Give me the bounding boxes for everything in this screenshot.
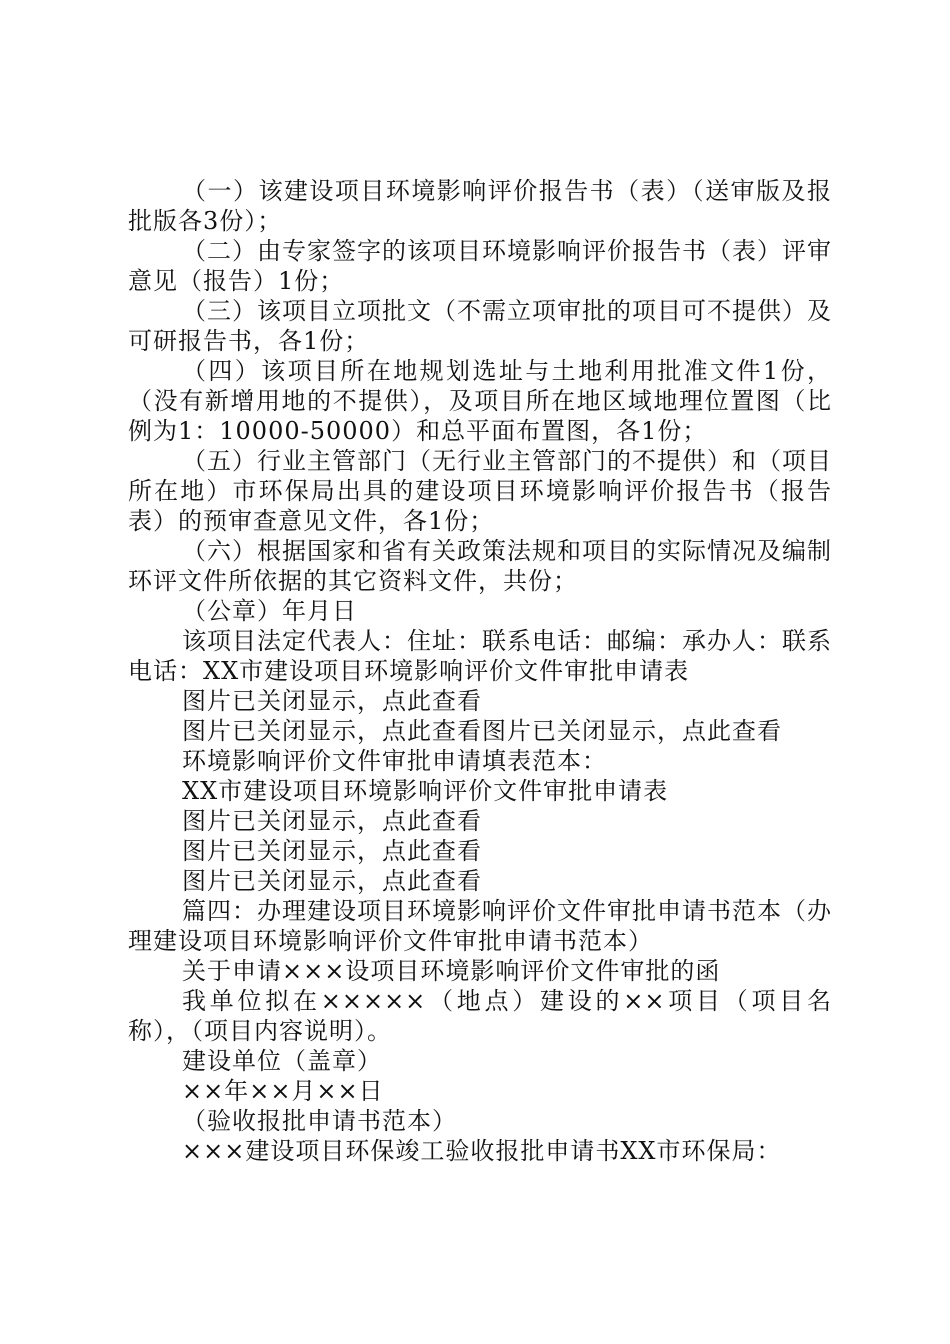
paragraph: （公章）年月日 xyxy=(182,597,357,625)
paragraph: ×××建设项目环保竣工验收报批申请书XX市环保局： xyxy=(182,1137,782,1165)
image-placeholder-link[interactable]: 图片已关闭显示，点此查看 xyxy=(182,867,482,895)
image-placeholder-link[interactable]: 图片已关闭显示，点此查看 xyxy=(182,687,482,715)
image-placeholder-link[interactable]: 图片已关闭显示，点此查看 xyxy=(182,807,482,835)
paragraph: （四）该项目所在地规划选址与土地利用批准文件1份，（没有新增用地的不提供），及项目所在地区域地理位置图（比例为1：10000-50000）和总平面布置图，各1份； xyxy=(128,357,832,445)
paragraph: 我单位拟在×××××（地点）建设的××项目（项目名称），（项目内容说明）。 xyxy=(128,987,832,1045)
paragraph: （验收报批申请书范本） xyxy=(182,1107,457,1135)
paragraph: 关于申请×××设项目环境影响评价文件审批的函 xyxy=(182,957,721,985)
image-placeholder-link[interactable]: 图片已关闭显示，点此查看 xyxy=(182,837,482,865)
paragraph: 建设单位（盖章） xyxy=(182,1047,382,1075)
document-body xyxy=(128,176,832,1166)
paragraph: （二）由专家签字的该项目环境影响评价报告书（表）评审意见（报告）1份； xyxy=(128,237,832,295)
paragraph: （一）该建设项目环境影响评价报告书（表）（送审版及报批版各3份）； xyxy=(128,177,832,235)
date-line: ××年××月××日 xyxy=(182,1077,384,1105)
paragraph: （六）根据国家和省有关政策法规和项目的实际情况及编制环评文件所依据的其它资料文件，共份； xyxy=(128,537,832,595)
image-placeholder-link[interactable]: 图片已关闭显示，点此查看图片已关闭显示，点此查看 xyxy=(182,717,782,745)
paragraph: XX市建设项目环境影响评价文件审批申请表 xyxy=(182,777,669,805)
paragraph: 该项目法定代表人：住址：联系电话：邮编：承办人：联系电话：XX市建设项目环境影响评价文件审批申请表 xyxy=(128,627,832,685)
section-heading: 篇四：办理建设项目环境影响评价文件审批申请书范本（办理建设项目环境影响评价文件审批申请书范本） xyxy=(128,897,832,955)
paragraph: （五）行业主管部门（无行业主管部门的不提供）和（项目所在地）市环保局出具的建设项目环境影响评价报告书（报告表）的预审查意见文件，各1份； xyxy=(128,447,832,535)
paragraph: 环境影响评价文件审批申请填表范本： xyxy=(182,747,607,775)
paragraph: （三）该项目立项批文（不需立项审批的项目可不提供）及可研报告书，各1份； xyxy=(128,297,832,355)
